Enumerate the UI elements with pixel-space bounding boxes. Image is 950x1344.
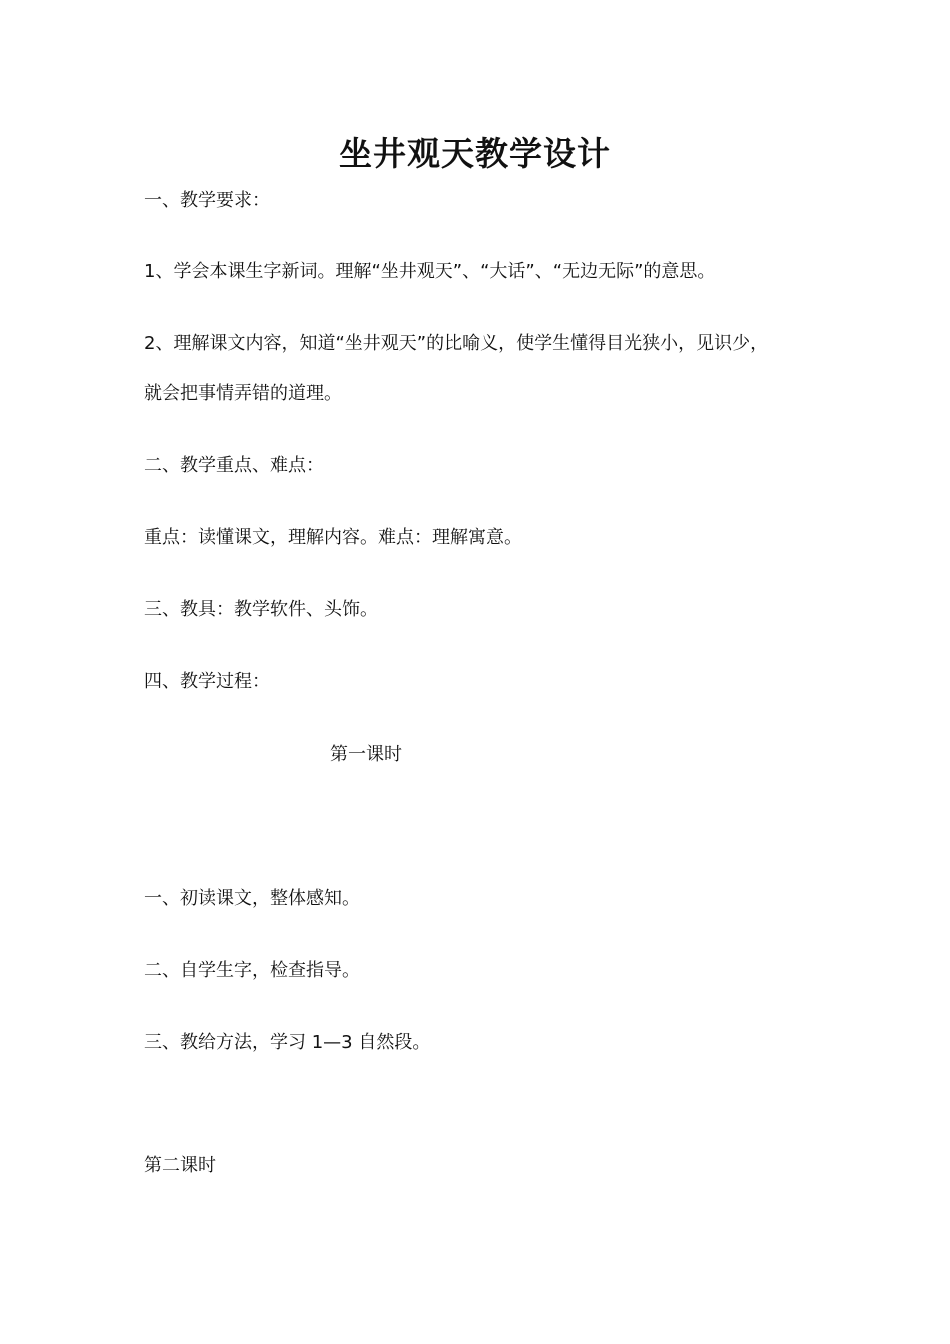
section-heading-key-points: 二、教学重点、难点： (144, 455, 324, 476)
lesson-1-step-1: 一、初读课文，整体感知。 (144, 888, 360, 909)
key-points-text: 重点：读懂课文，理解内容。难点：理解寓意。 (144, 527, 522, 548)
requirement-item-2: 2、理解课文内容，知道“坐井观天”的比喻义，使学生懂得目光狭小，见识少， (144, 333, 769, 354)
document-title: 坐井观天教学设计 (339, 134, 611, 173)
lesson-1-heading: 第一课时 (330, 744, 402, 765)
section-heading-teaching-aids: 三、教具：教学软件、头饰。 (144, 599, 378, 620)
lesson-1-step-3: 三、教给方法，学习 1—3 自然段。 (144, 1032, 431, 1053)
lesson-2-heading: 第二课时 (144, 1155, 216, 1176)
requirement-item-1: 1、学会本课生字新词。理解“坐井观天”、“大话”、“无边无际”的意思。 (144, 261, 716, 282)
requirement-item-2-continued: 就会把事情弄错的道理。 (144, 383, 342, 404)
section-heading-teaching-process: 四、教学过程： (144, 671, 270, 692)
lesson-1-step-2: 二、自学生字，检查指导。 (144, 960, 360, 981)
section-heading-requirements: 一、教学要求： (144, 190, 270, 211)
